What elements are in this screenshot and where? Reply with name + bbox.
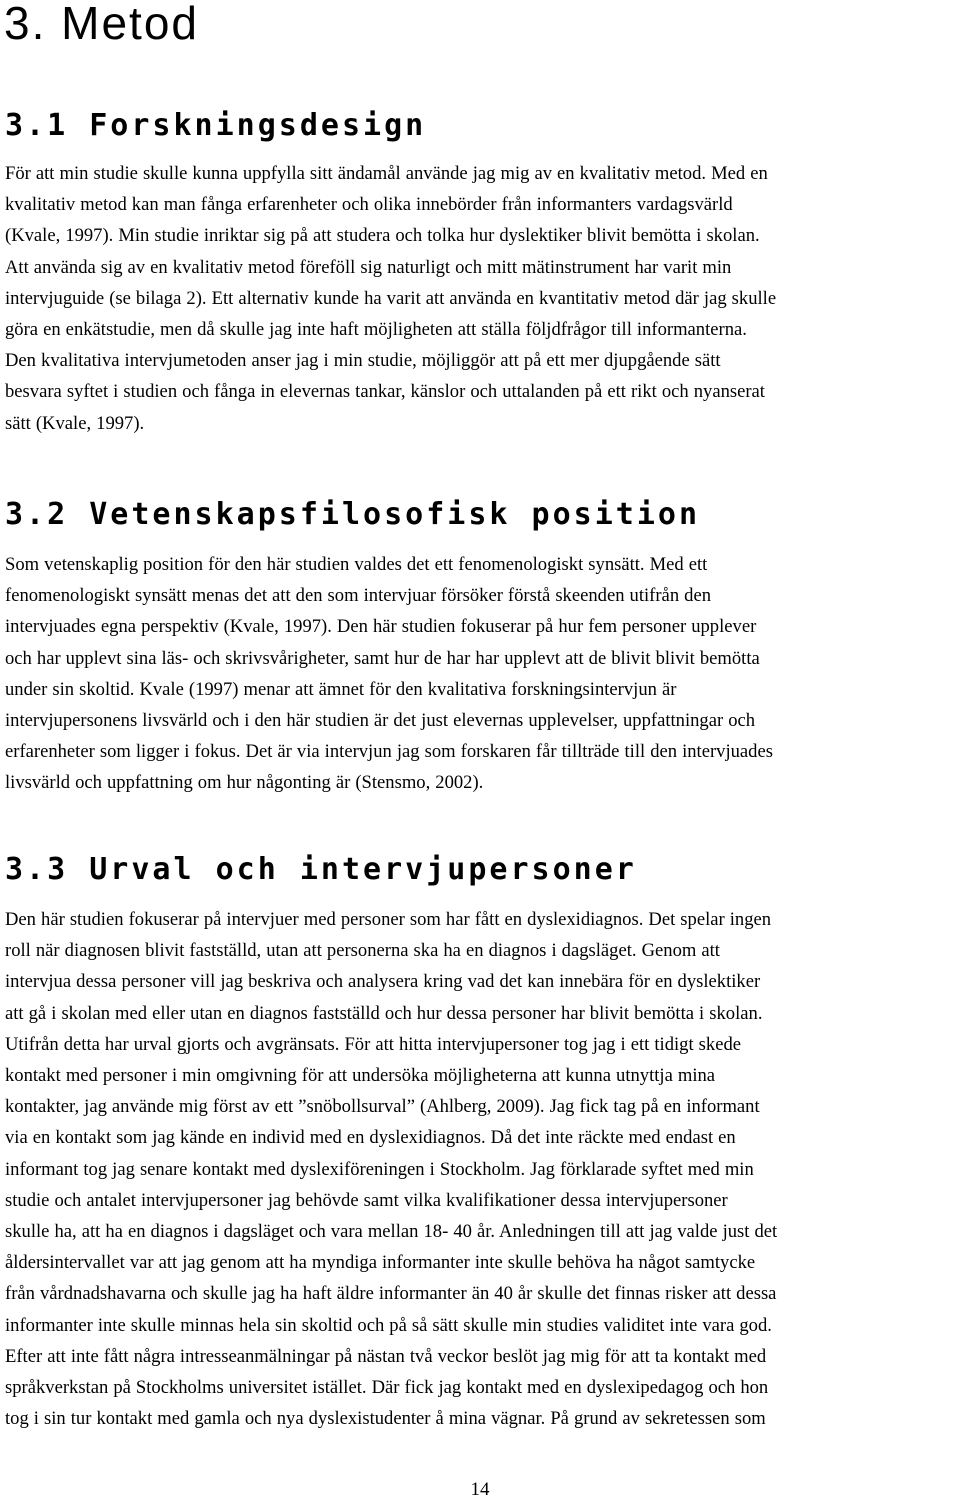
text-line: intervjuades egna perspektiv (Kvale, 1997). Den här studien fokuserar på hur fem personer upplever — [5, 616, 757, 638]
text-line: att gå i skolan med eller utan en diagnos fastställd och hur dessa personer har blivit bemötta i skolan. — [5, 1002, 763, 1024]
text-line: under sin skoltid. Kvale (1997) menar att ämnet för den kvalitativa forskningsintervjun är — [5, 678, 677, 700]
text-line: informanter inte skulle minnas hela sin skoltid och på så sätt skulle min studies validitet inte vara god. — [5, 1314, 772, 1336]
text-line: göra en enkätstudie, men då skulle jag inte haft möjligheten att ställa följdfrågor till informanterna. — [5, 319, 747, 341]
text-line: roll när diagnosen blivit fastställd, utan att personerna ska ha en diagnos i dagsläget. Genom att — [5, 940, 720, 962]
text-line: informant tog jag senare kontakt med dyslexiföreningen i Stockholm. Jag förklarade syftet med min — [5, 1158, 754, 1180]
section-heading-vetenskapsfilosofisk-position: 3.2 Vetenskapsfilosofisk position — [5, 497, 701, 532]
section-heading-forskningsdesign: 3.1 Forskningsdesign — [5, 108, 427, 143]
text-line: och har upplevt sina läs- och skrivsvårigheter, samt hur de har har upplevt att de blivit blivit bemötta — [5, 647, 760, 669]
text-line: studie och antalet intervjupersoner jag behövde samt vilka kvalifikationer dessa intervjupersoner — [5, 1189, 728, 1211]
text-line: kontakter, jag använde mig först av ett ”snöbollsurval” (Ahlberg, 2009). Jag fick tag på en informant — [5, 1096, 760, 1118]
text-line: Den här studien fokuserar på intervjuer med personer som har fått en dyslexidiagnos. Det spelar ingen — [5, 909, 772, 930]
text-line: livsvärld och uppfattning om hur någonting är (Stensmo, 2002). — [5, 772, 484, 794]
text-line: Att använda sig av en kvalitativ metod föreföll sig naturligt och mitt mätinstrument har varit min — [5, 256, 732, 278]
text-line: Efter att inte fått några intresseanmälningar på nästan två veckor beslöt jag mig för att ta kontakt med — [5, 1345, 767, 1367]
text-line: intervjua dessa personer vill jag beskriva och analysera kring vad det kan innebära för en dyslektiker — [5, 971, 761, 993]
section-heading-urval-och-intervjupersoner: 3.3 Urval och intervjupersoner — [5, 852, 637, 887]
section-paragraph-urval-och-intervjupersoner — [5, 904, 960, 1434]
text-line: kontakt med personer i min omgivning för att undersöka möjligheterna att kunna utnyttja mina — [5, 1065, 716, 1087]
text-line: (Kvale, 1997). Min studie inriktar sig på att studera och tolka hur dyslektiker blivit bemötta i skolan. — [5, 225, 760, 247]
text-line: intervjupersonens livsvärld och i den här studien är det just elevernas upplevelser, uppfattningar och — [5, 710, 756, 732]
text-line: från vårdnadshavarna och skulle jag ha haft äldre informanter än 40 år skulle det finnas risker att dessa — [5, 1283, 777, 1305]
text-line: skulle ha, att ha en diagnos i dagsläget och vara mellan 18- 40 år. Anledningen till att jag valde just det — [5, 1221, 778, 1243]
text-line: Den kvalitativa intervjumetoden anser jag i min studie, möjliggör att på ett mer djupgående sätt — [5, 350, 721, 372]
chapter-title: 3. Metod — [4, 0, 199, 49]
text-line: Som vetenskaplig position för den här studien valdes det ett fenomenologiskt synsätt. Med ett — [5, 554, 708, 575]
text-line: besvara syftet i studien och fånga in elevernas tankar, känslor och uttalanden på ett rikt och nyanserat — [5, 381, 765, 403]
text-line: tog i sin tur kontakt med gamla och nya dyslexistudenter å mina vägnar. På grund av sekretessen som — [5, 1408, 766, 1430]
text-line: Utifrån detta har urval gjorts och avgränsats. För att hitta intervjupersoner tog jag i ett tidigt skede — [5, 1033, 742, 1055]
text-line: sätt (Kvale, 1997). — [5, 412, 145, 434]
text-line: erfarenheter som ligger i fokus. Det är via intervjun jag som forskaren får tillträde till den intervjuades — [5, 741, 773, 763]
text-line: För att min studie skulle kunna uppfylla sitt ändamål använde jag mig av en kvalitativ metod. Med en — [5, 163, 768, 184]
text-line: intervjuguide (se bilaga 2). Ett alternativ kunde ha varit att använda en kvantitativ metod där jag skulle — [5, 287, 777, 309]
page-number: 14 — [470, 1479, 490, 1500]
text-line: via en kontakt som jag kände en individ med en dyslexidiagnos. Då det inte räckte med endast en — [5, 1127, 736, 1149]
section-paragraph-forskningsdesign — [5, 158, 960, 439]
text-line: kvalitativ metod kan man fånga erfarenheter och olika innebörder från informanters vardagsvärld — [5, 194, 733, 216]
text-line: åldersintervallet var att jag genom att ha myndiga informanter inte skulle behöva ha något samtycke — [5, 1252, 756, 1274]
text-line: språkverkstan på Stockholms universitet istället. Där fick jag kontakt med en dyslexipedagog och hon — [5, 1377, 769, 1399]
section-paragraph-vetenskapsfilosofisk-position — [5, 549, 960, 799]
text-line: fenomenologiskt synsätt menas det att den som intervjuar försöker förstå skeenden utifrån den — [5, 585, 712, 607]
